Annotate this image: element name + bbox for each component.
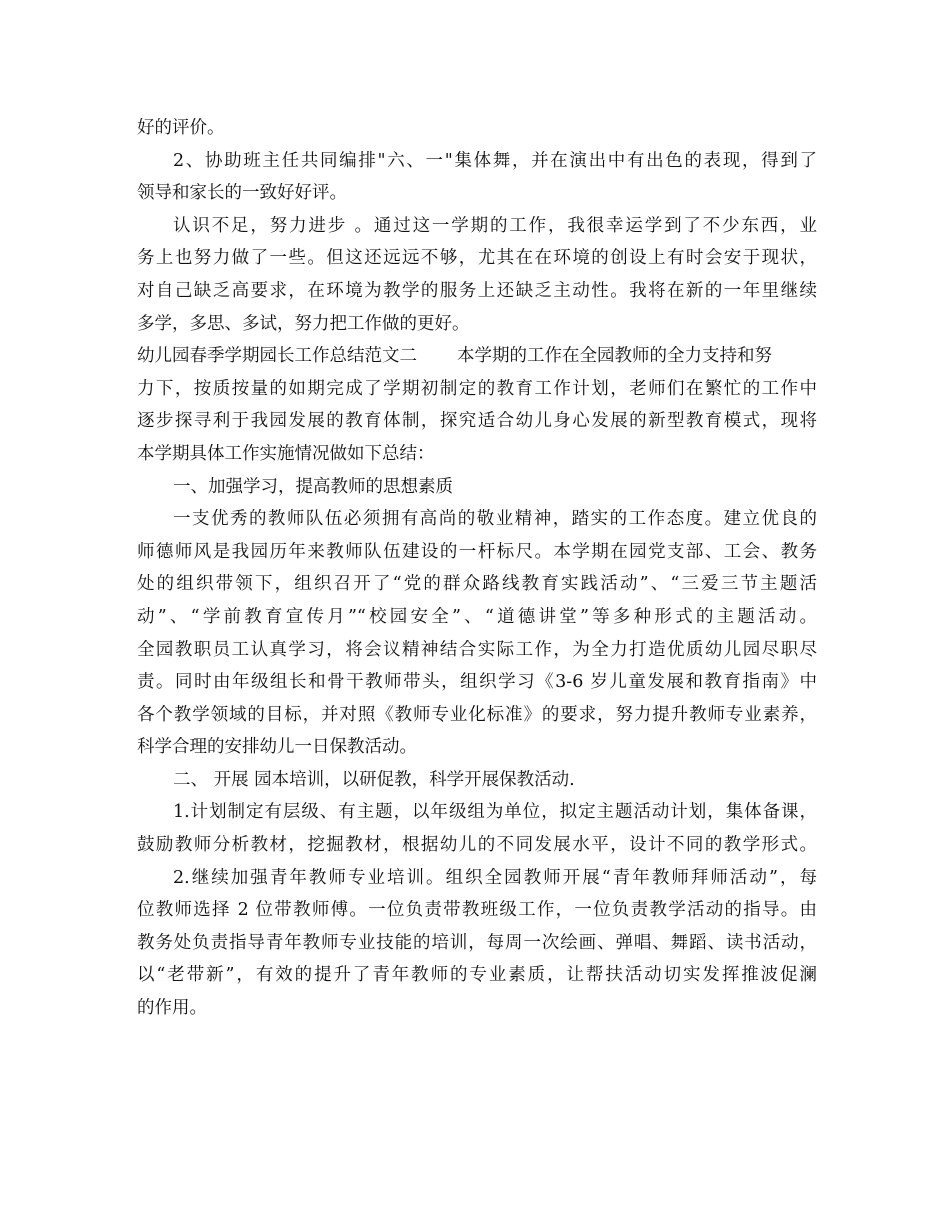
- paragraph-text: 科学合理的安排幼儿一日保教活动。: [137, 737, 417, 758]
- text-line: [137, 471, 817, 504]
- paragraph-text: 一、加强学习，提高教师的思想素质: [173, 476, 453, 497]
- paragraph-text: 本学期具体工作实施情况做如下总结：: [137, 443, 435, 464]
- text-line: [137, 405, 817, 438]
- paragraph-text: 鼓励教师分析教材，挖掘教材，根据幼儿的不同发展水平，设计不同的教学形式。: [137, 835, 817, 856]
- paragraph-text: 逐步探寻利于我园发展的教育体制，探究适合幼儿身心发展的新型教育模式，现将: [137, 411, 817, 432]
- text-line: [137, 666, 817, 699]
- text-line: [137, 796, 817, 829]
- paragraph-text: 多学，多思、多试，努力把工作做的更好。: [137, 313, 470, 334]
- text-line: [137, 634, 817, 667]
- text-line: [137, 145, 817, 178]
- paragraph-text: 本学期的工作在全园教师的全力支持和努: [457, 346, 772, 367]
- text-line: [137, 112, 817, 145]
- paragraph-text: 师德师风是我园历年来教师队伍建设的一杆标尺。本学期在园党支部、工会、教务: [137, 541, 817, 562]
- text-line: [137, 699, 817, 732]
- paragraph-text: 1.计划制定有层级、有主题，以年级组为单位，拟定主题活动计划，集体备课，: [173, 802, 817, 823]
- paragraph-text: 务上也努力做了一些。但这还远远不够，尤其在在环境的创设上有时会安于现状，: [137, 248, 817, 269]
- text-line: [137, 568, 817, 601]
- paragraph-text: 处的组织带领下，组织召开了“党的群众路线教育实践活动”、“三爱三节主题活: [137, 574, 817, 595]
- text-line: [137, 992, 817, 1025]
- text-line: [137, 177, 817, 210]
- text-line: [137, 503, 817, 536]
- paragraph-text: 2、协助班主任共同编排"六、一"集体舞，并在演出中有出色的表现，得到了: [173, 150, 817, 171]
- paragraph-text: 2.继续加强青年教师专业培训。组织全园教师开展“青年教师拜师活动”，每: [173, 867, 817, 888]
- document-body: [137, 112, 817, 1025]
- text-line: [137, 373, 817, 406]
- text-line: [137, 242, 817, 275]
- text-line: [137, 275, 817, 308]
- paragraph-text: 责。同时由年级组长和骨干教师带头，组织学习《3-6 岁儿童发展和教育指南》中: [137, 672, 817, 693]
- text-line: [137, 829, 817, 862]
- text-line: [137, 959, 817, 992]
- text-line: [137, 536, 817, 569]
- paragraph-text: 领导和家长的一致好好评。: [137, 183, 347, 204]
- text-line: [137, 340, 817, 373]
- text-line: [137, 210, 817, 243]
- text-line: [137, 438, 817, 471]
- text-line: [137, 601, 817, 634]
- paragraph-text: 的作用。: [137, 998, 207, 1019]
- paragraph-text: 一支优秀的教师队伍必须拥有高尚的敬业精神，踏实的工作态度。建立优良的: [173, 509, 817, 530]
- paragraph-text: 动”、“学前教育宣传月”“校园安全”、“道德讲堂”等多种形式的主题活动。: [137, 606, 817, 627]
- paragraph-text: 二、 开展 园本培训，以研促教，科学开展保教活动.: [173, 769, 575, 790]
- paragraph-text: 各个教学领域的目标，并对照《教师专业化标准》的要求，努力提升教师专业素养，: [137, 704, 817, 725]
- text-line: [137, 894, 817, 927]
- text-line: [137, 764, 817, 797]
- paragraph-text: 以“老带新”，有效的提升了青年教师的专业素质，让帮扶活动切实发挥推波促澜: [137, 965, 817, 986]
- paragraph-text: 对自己缺乏高要求，在环境为教学的服务上还缺乏主动性。我将在新的一年里继续: [137, 280, 817, 301]
- text-line: [137, 731, 817, 764]
- text-line: [137, 927, 817, 960]
- section-title: 幼儿园春季学期园长工作总结范文二: [137, 346, 417, 367]
- text-line: [137, 862, 817, 895]
- paragraph-text: 全园教职员工认真学习，将会议精神结合实际工作，为全力打造优质幼儿园尽职尽: [137, 639, 817, 660]
- paragraph-text: 好的评价。: [137, 118, 225, 138]
- paragraph-text: 教务处负责指导青年教师专业技能的培训，每周一次绘画、弹唱、舞蹈、读书活动，: [137, 932, 817, 953]
- text-line: [137, 308, 817, 341]
- paragraph-text: 认识不足，努力进步 。通过这一学期的工作，我很幸运学到了不少东西，业: [173, 215, 817, 236]
- paragraph-text: 力下，按质按量的如期完成了学期初制定的教育工作计划，老师们在繁忙的工作中: [137, 378, 817, 399]
- paragraph-text: 位教师选择 2 位带教师傅。一位负责带教班级工作，一位负责教学活动的指导。由: [137, 900, 817, 921]
